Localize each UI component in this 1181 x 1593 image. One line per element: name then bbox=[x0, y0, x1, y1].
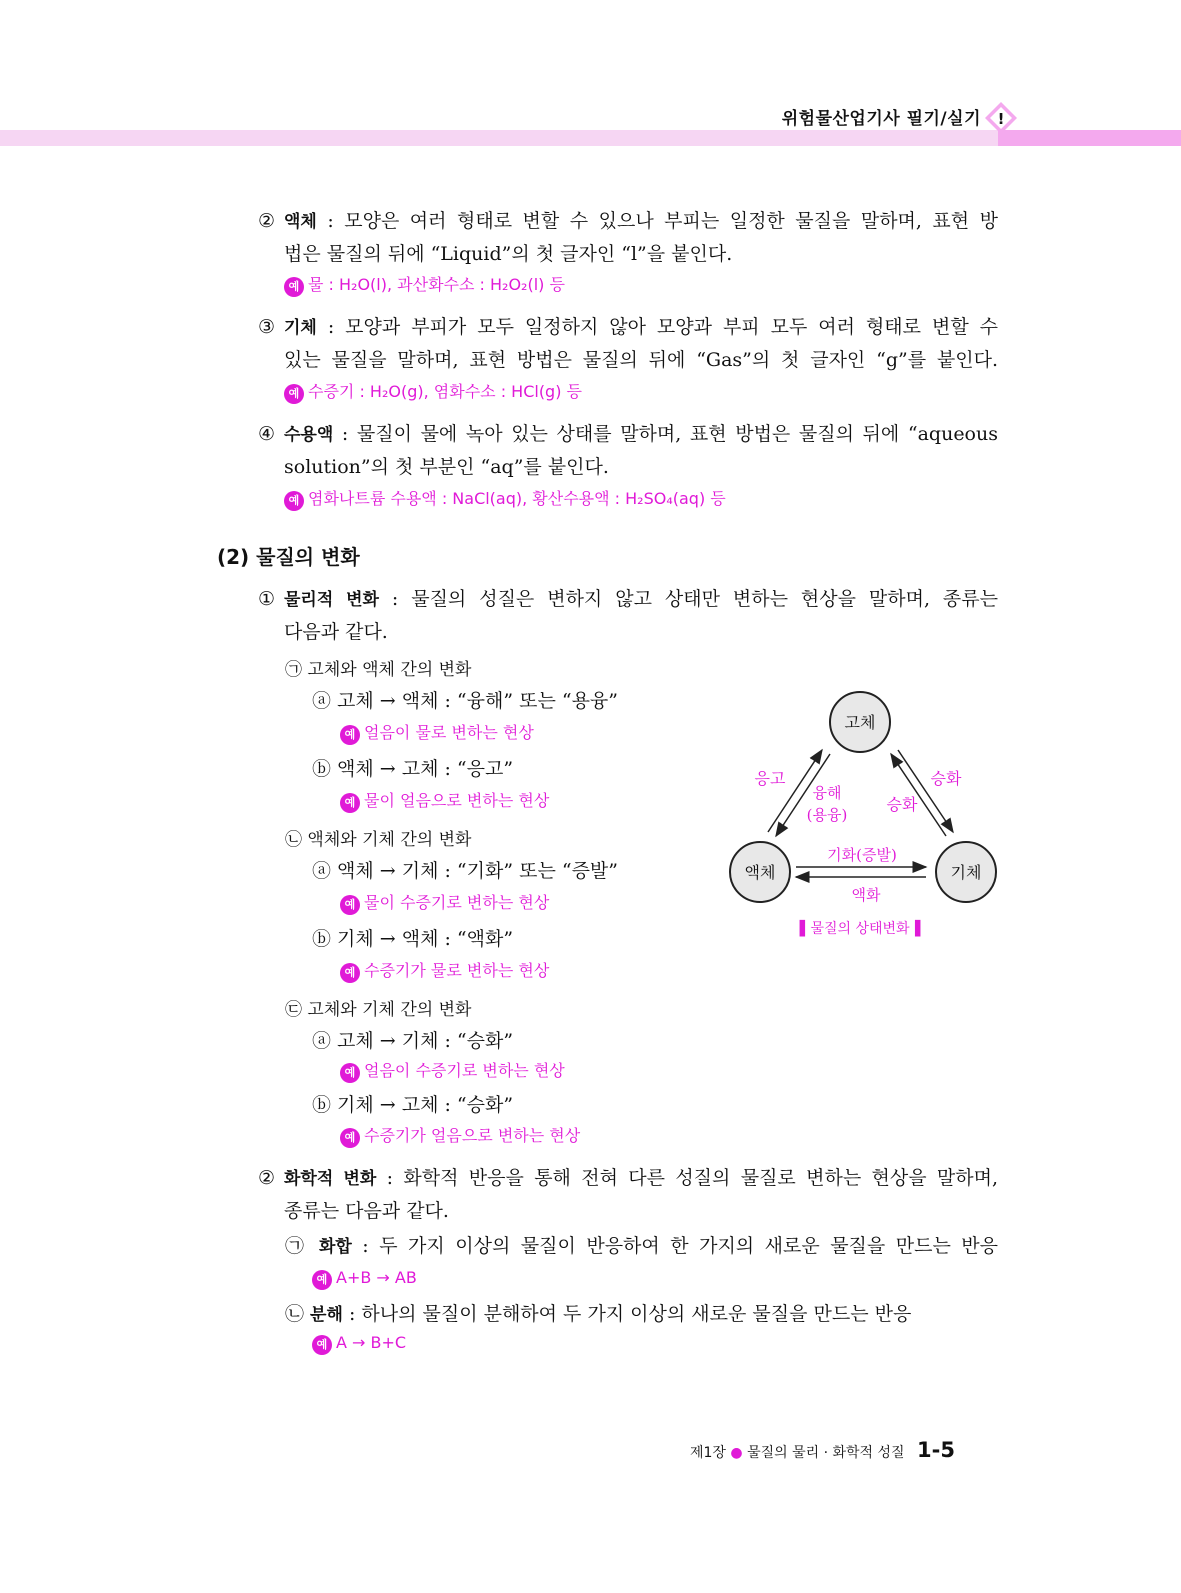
liquid-label: 액체 bbox=[744, 863, 776, 882]
melting-alt-label: (용융) bbox=[806, 806, 848, 824]
melting-example: 예 얼음이 물로 변하는 현상 bbox=[340, 722, 534, 745]
example-badge-icon: 예 bbox=[284, 491, 304, 511]
page-footer bbox=[690, 1438, 955, 1462]
warning-diamond-icon bbox=[983, 100, 1019, 136]
header-tab bbox=[998, 130, 1181, 146]
vaporization-example: 예 물이 수증기로 변하는 현상 bbox=[340, 892, 549, 915]
example-badge-icon: 예 bbox=[340, 895, 360, 915]
liquid-example: 예 물 : H₂O(l), 과산화수소 : H₂O₂(l) 등 bbox=[284, 274, 565, 297]
freezing-label: 응고 bbox=[754, 769, 786, 788]
sublimation-line-a: ⓐ 고체 → 기체 : “승화” bbox=[312, 1030, 514, 1052]
aqueous-example: 예 염화나트륨 수용액 : NaCl(aq), 황산수용액 : H₂SO₄(aq) 등 bbox=[284, 488, 726, 511]
example-badge-icon: 예 bbox=[340, 1128, 360, 1148]
liquefaction-example: 예 수증기가 물로 변하는 현상 bbox=[340, 960, 549, 983]
example-badge-icon: 예 bbox=[284, 384, 304, 404]
footer-chapter: 제1장 bbox=[690, 1445, 726, 1461]
liquefaction-line: ⓑ 기체 → 액체 : “액화” bbox=[312, 928, 514, 950]
sublimation-example-b: 예 수증기가 얼음으로 변하는 현상 bbox=[340, 1125, 580, 1148]
sublimation-label-inner: 승화 bbox=[886, 795, 918, 814]
footer-title: 물질의 물리 · 화학적 성질 bbox=[747, 1445, 905, 1461]
diagram-caption: ▌물질의 상태변화▐ bbox=[799, 921, 921, 937]
example-badge-icon: 예 bbox=[340, 963, 360, 983]
aqueous-paragraph-line1: ④ 수용액 : 물질이 물에 녹아 있는 상태를 말하며, 표현 방법은 물질의 뒤에 “aqueous bbox=[258, 423, 998, 445]
example-badge-icon: 예 bbox=[284, 277, 304, 297]
freezing-example: 예 물이 얼음으로 변하는 현상 bbox=[340, 790, 549, 813]
gas-paragraph-line1: ③ 기체 : 모양과 부피가 모두 일정하지 않아 모양과 부피 모두 여러 형태로 변할 수 bbox=[258, 316, 998, 338]
subsection-liquid-gas: ㉡ 액체와 기체 간의 변화 bbox=[285, 830, 472, 850]
gas-paragraph-line2: 있는 물질을 말하며, 표현 방법은 물질의 뒤에 “Gas”의 첫 글자인 “g”를 붙인다. bbox=[284, 349, 998, 371]
header-title: 위험물산업기사 필기/실기 bbox=[781, 109, 981, 129]
combination-line: ㉠ 화합 : 두 가지 이상의 물질이 반응하여 한 가지의 새로운 물질을 만드는 반응 bbox=[285, 1235, 998, 1257]
svg-text:!: ! bbox=[997, 110, 1005, 128]
arrow-solid-to-gas bbox=[898, 750, 953, 832]
chemical-change-line1: ② 화학적 변화 : 화학적 반응을 통해 전혀 다른 성질의 물질로 변하는 현상을 말하며, bbox=[258, 1167, 999, 1189]
physical-change-line1: ① 물리적 변화 : 물질의 성질은 변하지 않고 상태만 변하는 현상을 말하며, 종류는 bbox=[258, 588, 998, 610]
physical-change-line2: 다음과 같다. bbox=[284, 621, 388, 643]
sublimation-line-b: ⓑ 기체 → 고체 : “승화” bbox=[312, 1094, 514, 1116]
aqueous-paragraph-line2: solution”의 첫 부분인 “aq”를 붙인다. bbox=[284, 456, 609, 478]
example-badge-icon: 예 bbox=[340, 1063, 360, 1083]
state-change-diagram bbox=[720, 680, 1010, 950]
footer-bullet-icon: ● bbox=[730, 1445, 743, 1461]
decomposition-example: 예 A → B+C bbox=[312, 1332, 406, 1355]
liquid-paragraph-line1: ② 액체 : 모양은 여러 형태로 변할 수 있으나 부피는 일정한 물질을 말하며, 표현 방 bbox=[258, 210, 998, 232]
sublimation-example-a: 예 얼음이 수증기로 변하는 현상 bbox=[340, 1060, 565, 1083]
solid-label: 고체 bbox=[844, 713, 876, 732]
example-badge-icon: 예 bbox=[340, 725, 360, 745]
subsection-solid-liquid: ㉠ 고체와 액체 간의 변화 bbox=[285, 660, 472, 680]
melting-label: 융해 bbox=[812, 784, 842, 802]
chemical-change-line2: 종류는 다음과 같다. bbox=[284, 1200, 449, 1222]
gas-example: 예 수증기 : H₂O(g), 염화수소 : HCl(g) 등 bbox=[284, 381, 582, 404]
freezing-line: ⓑ 액체 → 고체 : “응고” bbox=[312, 758, 514, 780]
melting-line: ⓐ 고체 → 액체 : “융해” 또는 “용융” bbox=[312, 690, 618, 712]
vaporization-label: 기화(증발) bbox=[827, 846, 897, 864]
vaporization-line: ⓐ 액체 → 기체 : “기화” 또는 “증발” bbox=[312, 860, 618, 882]
subsection-solid-gas: ㉢ 고체와 기체 간의 변화 bbox=[285, 1000, 472, 1020]
example-badge-icon: 예 bbox=[312, 1270, 332, 1290]
page-number: 1-5 bbox=[917, 1438, 955, 1462]
gas-label: 기체 bbox=[950, 863, 982, 882]
liquid-paragraph-line2: 법은 물질의 뒤에 “Liquid”의 첫 글자인 “l”을 붙인다. bbox=[284, 243, 733, 265]
condensation-label: 액화 bbox=[851, 886, 881, 904]
example-badge-icon: 예 bbox=[312, 1335, 332, 1355]
section-title: (2) 물질의 변화 bbox=[217, 545, 360, 569]
combination-example: 예 A+B → AB bbox=[312, 1267, 417, 1290]
sublimation-label-outer: 승화 bbox=[930, 769, 962, 788]
decomposition-line: ㉡ 분해 : 하나의 물질이 분해하여 두 가지 이상의 새로운 물질을 만드는 반응 bbox=[285, 1303, 912, 1325]
example-badge-icon: 예 bbox=[340, 793, 360, 813]
